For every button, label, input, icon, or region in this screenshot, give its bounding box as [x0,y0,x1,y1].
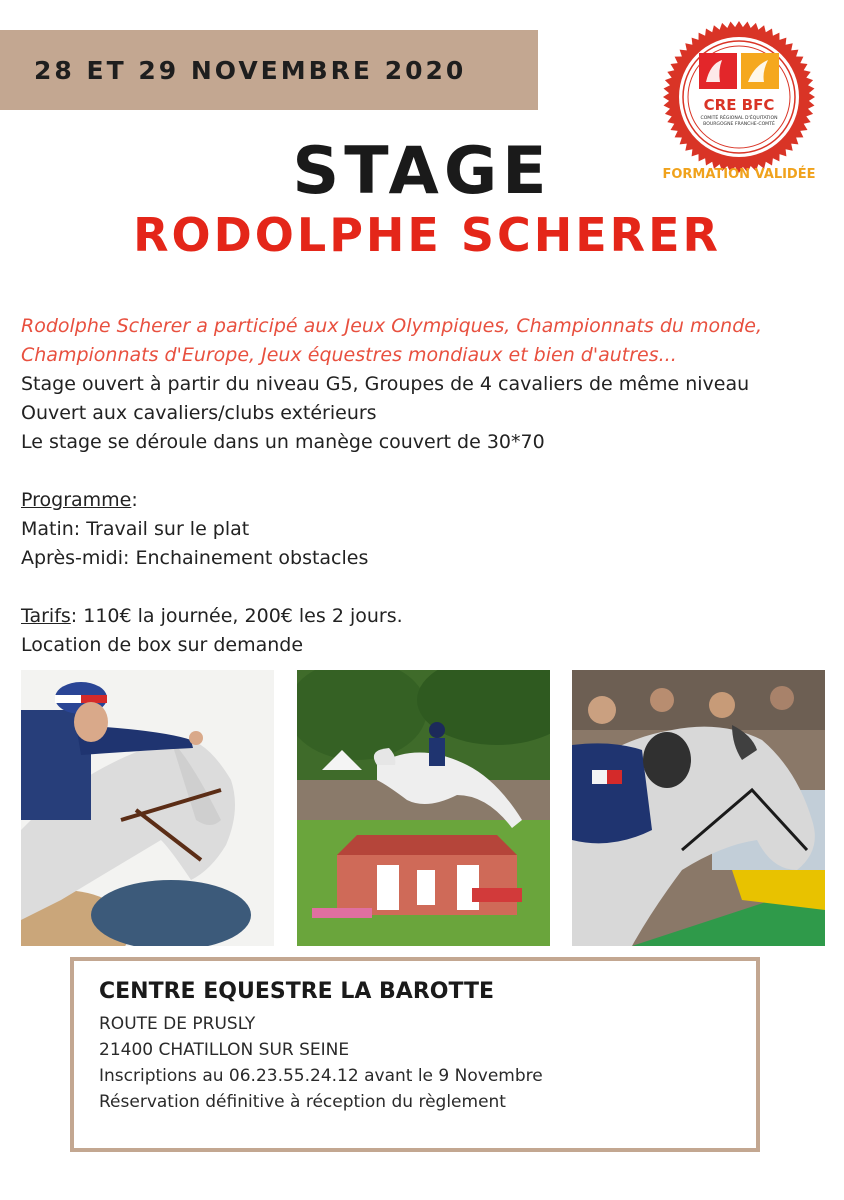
tarifs-text: : 110€ la journée, 200€ les 2 jours. [70,605,403,627]
rider-photo-1 [21,670,274,946]
venue-info-box [70,957,760,1152]
venue-name: CENTRE EQUESTRE LA BAROTTE [99,979,495,1004]
logo-line1: COMITÉ RÉGIONAL D'ÉQUITATION [700,116,778,121]
venue-details [99,1011,543,1115]
logo-brand: CRE BFC [703,96,775,114]
programme-heading-text: Programme [21,489,132,511]
page-subtitle: RODOLPHE SCHERER [133,208,721,262]
programme-heading: Programme: [21,489,138,511]
detail-line: Stage ouvert à partir du niveau G5, Groupes de 4 cavaliers de même niveau [21,373,750,395]
detail-line: Le stage se déroule dans un manège couvert de 30*70 [21,431,545,453]
formation-validee-label: FORMATION VALIDÉE [662,167,816,182]
venue-address-line: ROUTE DE PRUSLY [99,1014,256,1034]
programme-item: Après-midi: Enchainement obstacles [21,547,369,569]
tarifs-heading: Tarifs [21,605,71,627]
event-date: 28 ET 29 NOVEMBRE 2020 [34,56,467,85]
booking-info: Réservation définitive à réception du règlement [99,1092,506,1112]
detail-line: Ouvert aux cavaliers/clubs extérieurs [21,402,377,424]
description-block [21,312,841,660]
page-title: STAGE [292,134,552,209]
rider-photo-3 [572,670,825,946]
rider-photo-2 [297,670,550,946]
intro-line: Rodolphe Scherer a participé aux Jeux Olympiques, Championnats du monde, [21,315,762,337]
intro-line: Championnats d'Europe, Jeux équestres mondiaux et bien d'autres... [21,344,677,366]
registration-info: Inscriptions au 06.23.55.24.12 avant le 9 Novembre [99,1066,543,1086]
programme-item: Matin: Travail sur le plat [21,518,250,540]
logo-line2: BOURGOGNE FRANCHE-COMTÉ [703,122,775,127]
venue-city-line: 21400 CHATILLON SUR SEINE [99,1040,350,1060]
box-rental-line: Location de box sur demande [21,634,304,656]
tarifs-line [21,602,841,631]
